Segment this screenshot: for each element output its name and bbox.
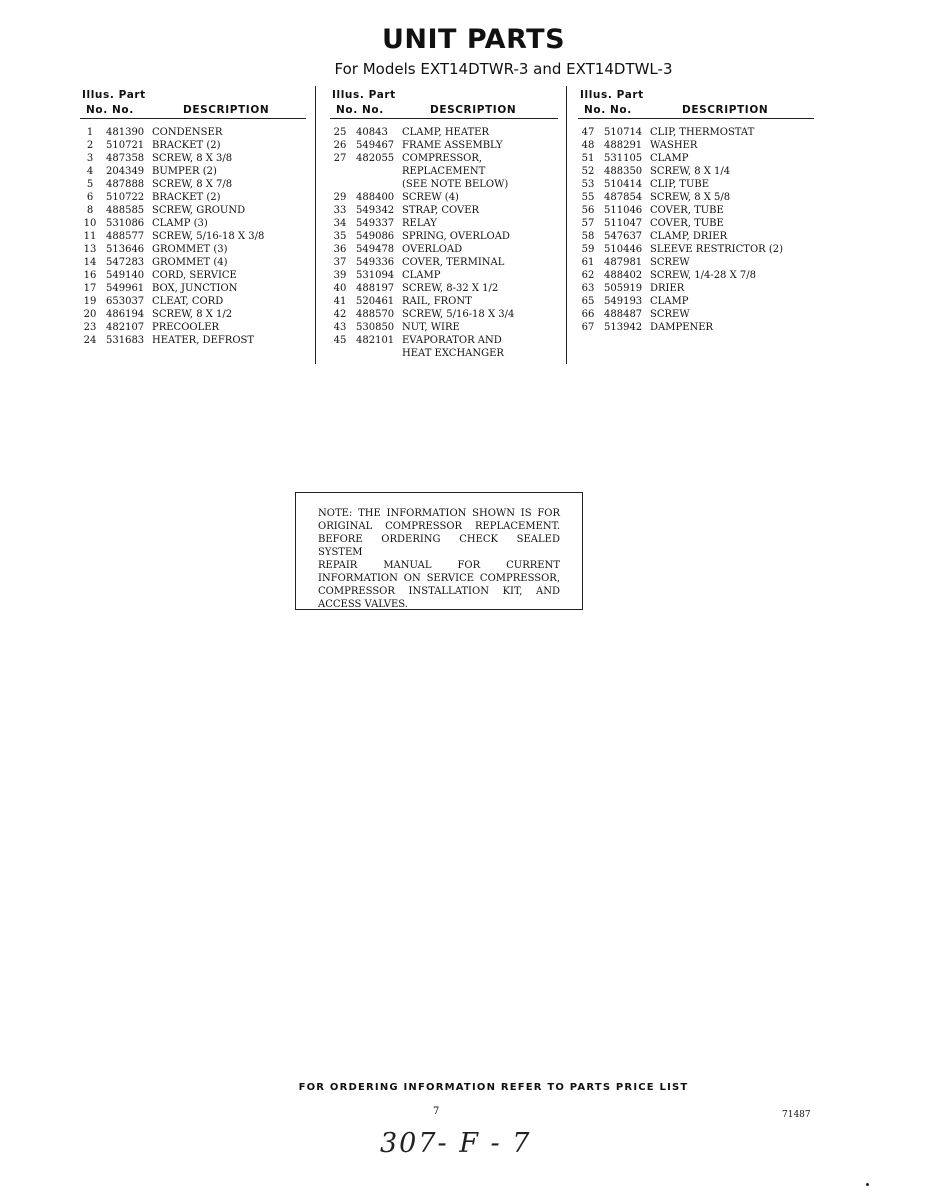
description-line: CLAMP [650,296,689,307]
part-number: 531105 [604,153,643,164]
illus-number: 67 [581,322,595,333]
part-number: 505919 [604,283,643,294]
illus-number: 47 [581,127,595,138]
description-line: CONDENSER [152,127,223,138]
table-row [80,152,306,165]
part-description [152,217,306,230]
description-line: RAIL, FRONT [402,296,472,307]
header-no-no: No. No. [584,104,632,116]
illus-number: 3 [86,153,94,164]
part-number: 510722 [106,192,145,203]
part-description [402,334,558,360]
part-number: 510714 [604,127,643,138]
illus-number: 55 [581,192,595,203]
part-number: 531094 [356,270,395,281]
illus-number: 43 [333,322,347,333]
illus-number: 51 [581,153,595,164]
note-line: INFORMATION ON SERVICE COMPRESSOR, [318,573,560,584]
part-description [152,126,306,139]
scan-speck [866,1183,869,1186]
part-description [152,139,306,152]
description-line: SCREW, 5/16-18 X 3/4 [402,309,515,320]
part-number: 488577 [106,231,145,242]
note-line: NOTE: THE INFORMATION SHOWN IS FOR [318,508,560,519]
table-row [80,256,306,269]
description-line: SCREW, 8 X 3/8 [152,153,233,164]
column-header [80,88,306,119]
part-description [152,256,306,269]
description-line: OVERLOAD [402,244,463,255]
illus-number: 39 [333,270,347,281]
illus-number: 24 [83,335,97,346]
description-line: GROMMET (3) [152,244,228,255]
part-description [152,334,306,347]
description-line: CLAMP [402,270,441,281]
page-number: 7 [433,1106,440,1117]
part-number: 40843 [356,127,388,138]
part-description [650,165,814,178]
table-row [578,308,814,321]
description-line: SCREW, 8 X 1/2 [152,309,233,320]
illus-number: 57 [581,218,595,229]
part-number: 482055 [356,153,395,164]
part-number: 511047 [604,218,643,229]
description-line: (SEE NOTE BELOW) [402,179,509,190]
parts-list [80,126,306,347]
part-description [152,269,306,282]
part-number: 549467 [356,140,395,151]
description-line: EVAPORATOR AND [402,335,502,346]
illus-number: 62 [581,270,595,281]
part-description [152,165,306,178]
illus-number: 13 [83,244,97,255]
description-line: SCREW (4) [402,192,459,203]
illus-number: 58 [581,231,595,242]
table-row [330,152,558,191]
table-row [330,308,558,321]
part-number: 488197 [356,283,395,294]
table-row [578,165,814,178]
part-number: 488487 [604,309,643,320]
description-line: SCREW, GROUND [152,205,246,216]
table-row [578,217,814,230]
table-row [80,230,306,243]
table-row [578,321,814,334]
header-description: DESCRIPTION [430,104,517,116]
description-line: COVER, TUBE [650,205,724,216]
illus-number: 29 [333,192,347,203]
part-number: 513942 [604,322,643,333]
illus-number: 26 [333,140,347,151]
table-row [330,191,558,204]
table-row [80,334,306,347]
illus-number: 37 [333,257,347,268]
document-number: 71487 [782,1110,811,1120]
note-line: REPAIR MANUAL FOR CURRENT [318,560,560,571]
ordering-info: FOR ORDERING INFORMATION REFER TO PARTS PRICE LIST [298,1082,689,1093]
note-line: COMPRESSOR INSTALLATION KIT, AND [318,586,560,597]
description-line: SCREW, 8 X 1/4 [650,166,731,177]
handwritten-reference: 307- F - 7 [380,1128,532,1159]
part-number: 487358 [106,153,145,164]
part-description [650,230,814,243]
part-description [402,217,558,230]
description-line: SCREW, 5/16-18 X 3/8 [152,231,265,242]
illus-number: 48 [581,140,595,151]
part-description [152,243,306,256]
illus-number: 8 [86,205,94,216]
part-number: 481390 [106,127,145,138]
table-row [80,295,306,308]
description-line: SCREW [650,309,690,320]
part-description [650,308,814,321]
table-row [330,334,558,360]
illus-number: 10 [83,218,97,229]
table-row [80,204,306,217]
description-line: CLAMP [650,153,689,164]
header-no-no: No. No. [336,104,384,116]
description-line: CLAMP (3) [152,218,208,229]
illus-number: 11 [83,231,97,242]
part-number: 547283 [106,257,145,268]
description-line: CLAMP, DRIER [650,231,728,242]
description-line: REPLACEMENT [402,166,486,177]
part-number: 488402 [604,270,643,281]
description-line: RELAY [402,218,437,229]
column-header [578,88,814,119]
description-line: SLEEVE RESTRICTOR (2) [650,244,784,255]
table-row [330,204,558,217]
description-line: SCREW, 8 X 7/8 [152,179,233,190]
part-description [402,269,558,282]
illus-number: 2 [86,140,94,151]
part-description [402,295,558,308]
part-number: 482101 [356,335,395,346]
part-number: 547637 [604,231,643,242]
description-line: CLEAT, CORD [152,296,224,307]
description-line: DRIER [650,283,685,294]
table-row [578,191,814,204]
part-description [402,139,558,152]
illus-number: 42 [333,309,347,320]
table-row [80,217,306,230]
part-number: 653037 [106,296,145,307]
description-line: COVER, TUBE [650,218,724,229]
page-title: UNIT PARTS [381,24,566,55]
part-number: 487888 [106,179,145,190]
table-row [80,126,306,139]
part-number: 549342 [356,205,395,216]
illus-number: 33 [333,205,347,216]
description-line: BOX, JUNCTION [152,283,238,294]
part-number: 549961 [106,283,145,294]
part-description [152,308,306,321]
header-illus-part: Illus. Part [82,89,146,101]
part-description [152,230,306,243]
part-description [152,282,306,295]
illus-number: 45 [333,335,347,346]
table-row [330,256,558,269]
description-line: BRACKET (2) [152,192,221,203]
part-number: 531086 [106,218,145,229]
illus-number: 27 [333,153,347,164]
header-description: DESCRIPTION [183,104,270,116]
header-illus-part: Illus. Part [332,89,396,101]
table-row [330,126,558,139]
part-number: 549336 [356,257,395,268]
description-line: NUT, WIRE [402,322,460,333]
note-line: ACCESS VALVES. [318,599,408,610]
part-description [650,295,814,308]
table-row [578,256,814,269]
illus-number: 61 [581,257,595,268]
table-row [578,204,814,217]
part-description [650,243,814,256]
table-row [330,217,558,230]
parts-list [578,126,814,334]
header-illus-part: Illus. Part [580,89,644,101]
part-description [402,243,558,256]
table-row [578,152,814,165]
part-description [402,152,558,191]
part-number: 549193 [604,296,643,307]
compressor-note-box [295,492,583,610]
description-line: BUMPER (2) [152,166,217,177]
part-number: 520461 [356,296,395,307]
illus-number: 14 [83,257,97,268]
part-description [650,321,814,334]
illus-number: 17 [83,283,97,294]
table-row [80,321,306,334]
description-line: WASHER [650,140,698,151]
illus-number: 19 [83,296,97,307]
parts-list [330,126,558,360]
parts-column-2 [330,88,558,360]
description-line: SCREW, 8 X 5/8 [650,192,731,203]
part-description [402,282,558,295]
description-line: SPRING, OVERLOAD [402,231,510,242]
illus-number: 65 [581,296,595,307]
table-row [578,126,814,139]
part-number: 549086 [356,231,395,242]
description-line: HEATER, DEFROST [152,335,255,346]
illus-number: 16 [83,270,97,281]
description-line: SCREW [650,257,690,268]
table-row [330,269,558,282]
part-description [650,282,814,295]
illus-number: 40 [333,283,347,294]
note-line: ORIGINAL COMPRESSOR REPLACEMENT. [318,521,560,532]
part-description [152,191,306,204]
illus-number: 53 [581,179,595,190]
part-number: 510721 [106,140,145,151]
table-row [578,243,814,256]
illus-number: 20 [83,309,97,320]
description-line: DAMPENER [650,322,714,333]
part-number: 531683 [106,335,145,346]
table-row [330,321,558,334]
illus-number: 59 [581,244,595,255]
description-line: CORD, SERVICE [152,270,237,281]
description-line: HEAT EXCHANGER [402,348,504,359]
description-line: STRAP, COVER [402,205,480,216]
description-line: BRACKET (2) [152,140,221,151]
illus-number: 52 [581,166,595,177]
description-line: PRECOOLER [152,322,220,333]
table-row [578,139,814,152]
illus-number: 25 [333,127,347,138]
table-row [80,308,306,321]
table-row [330,282,558,295]
part-number: 510414 [604,179,643,190]
illus-number: 1 [86,127,94,138]
description-line: COVER, TERMINAL [402,257,505,268]
part-description [650,178,814,191]
part-description [650,126,814,139]
part-description [152,152,306,165]
table-row [578,295,814,308]
column-header [330,88,558,119]
part-description [650,204,814,217]
part-description [152,321,306,334]
part-number: 513646 [106,244,145,255]
illus-number: 66 [581,309,595,320]
description-line: COMPRESSOR, [402,153,483,164]
description-line: CLIP, TUBE [650,179,710,190]
table-row [578,178,814,191]
table-row [330,295,558,308]
part-description [650,139,814,152]
table-row [80,191,306,204]
part-number: 487854 [604,192,643,203]
note-line: BEFORE ORDERING CHECK SEALED SYSTEM [318,534,560,558]
part-number: 486194 [106,309,145,320]
part-description [650,269,814,282]
part-description [402,256,558,269]
part-number: 488570 [356,309,395,320]
description-line: CLAMP, HEATER [402,127,490,138]
part-number: 482107 [106,322,145,333]
table-row [80,165,306,178]
part-number: 549478 [356,244,395,255]
part-number: 530850 [356,322,395,333]
part-description [402,230,558,243]
illus-number: 6 [86,192,94,203]
part-number: 511046 [604,205,643,216]
illus-number: 4 [86,166,94,177]
part-description [650,217,814,230]
part-description [402,204,558,217]
part-description [152,204,306,217]
description-line: CLIP, THERMOSTAT [650,127,755,138]
parts-column-1 [80,88,306,347]
part-description [402,126,558,139]
illus-number: 5 [86,179,94,190]
column-divider [566,86,567,364]
table-row [330,230,558,243]
illus-number: 56 [581,205,595,216]
header-description: DESCRIPTION [682,104,769,116]
part-description [402,308,558,321]
part-number: 204349 [106,166,145,177]
part-number: 549337 [356,218,395,229]
table-row [578,230,814,243]
illus-number: 35 [333,231,347,242]
part-number: 510446 [604,244,643,255]
table-row [80,243,306,256]
table-row [80,269,306,282]
part-description [402,321,558,334]
table-row [578,269,814,282]
illus-number: 23 [83,322,97,333]
illus-number: 36 [333,244,347,255]
column-divider [315,86,316,364]
table-row [80,139,306,152]
table-row [330,243,558,256]
part-description [650,256,814,269]
part-number: 488350 [604,166,643,177]
description-line: SCREW, 1/4-28 X 7/8 [650,270,756,281]
description-line: SCREW, 8-32 X 1/2 [402,283,499,294]
header-no-no: No. No. [86,104,134,116]
table-row [578,282,814,295]
part-description [650,152,814,165]
part-number: 488291 [604,140,643,151]
table-row [330,139,558,152]
part-number: 487981 [604,257,643,268]
illus-number: 41 [333,296,347,307]
part-number: 549140 [106,270,145,281]
illus-number: 63 [581,283,595,294]
part-description [152,178,306,191]
parts-column-3 [578,88,814,334]
part-description [152,295,306,308]
description-line: GROMMET (4) [152,257,228,268]
table-row [80,178,306,191]
description-line: FRAME ASSEMBLY [402,140,503,151]
part-description [650,191,814,204]
part-number: 488585 [106,205,145,216]
part-number: 488400 [356,192,395,203]
page-subtitle: For Models EXT14DTWR-3 and EXT14DTWL-3 [334,60,673,78]
illus-number: 34 [333,218,347,229]
table-row [80,282,306,295]
part-description [402,191,558,204]
